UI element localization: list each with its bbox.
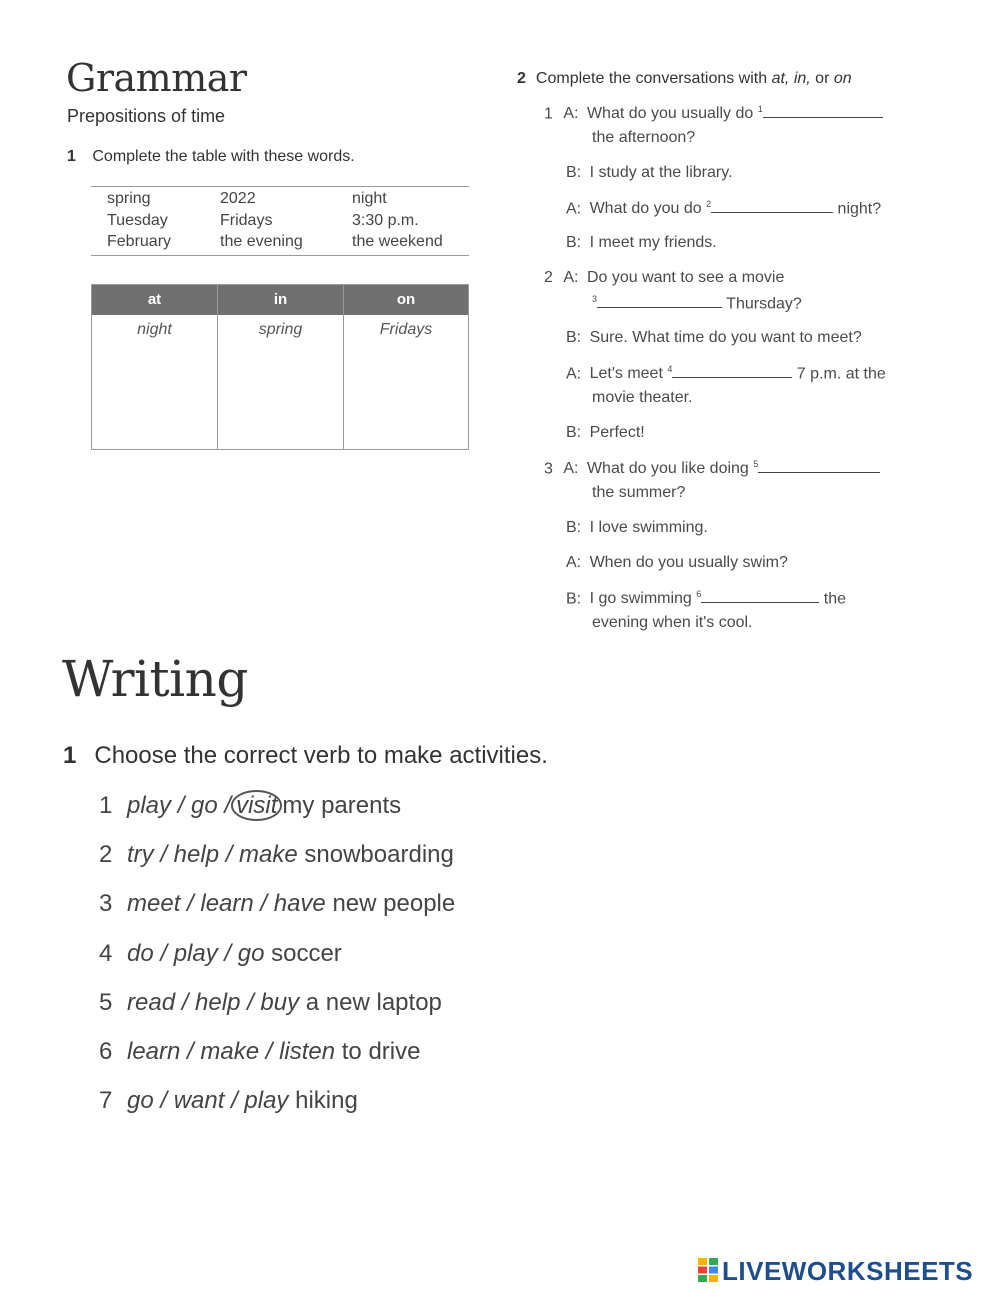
instruction-words: at, in,	[771, 70, 811, 87]
writing-title: Writing	[62, 650, 248, 708]
logo-text: LIVEWORKSHEETS	[722, 1256, 974, 1286]
activity-text: a new laptop	[299, 989, 442, 1016]
table-cell-at[interactable]: night	[137, 321, 172, 338]
conversation-number: 3	[544, 460, 553, 478]
speaker: A:	[563, 269, 579, 286]
line-text-after: night?	[833, 200, 882, 218]
conversation-line	[544, 104, 883, 123]
speaker: A:	[563, 105, 579, 123]
activity-item[interactable]	[99, 890, 455, 918]
conversation-line	[566, 589, 846, 608]
line-text-after: Thursday?	[722, 295, 802, 313]
line-text-after: the	[819, 590, 846, 608]
line-text: Sure. What time do you want to meet?	[589, 329, 862, 346]
line-continuation	[592, 294, 802, 313]
line-text-after: 7 p.m. at the	[792, 365, 886, 383]
line-text: What do you do	[589, 200, 707, 218]
selected-verb[interactable]: visit	[231, 790, 282, 821]
grammar-title: Grammar	[66, 56, 247, 100]
answer-blank-4[interactable]	[672, 364, 792, 378]
blank-number: 6	[696, 589, 702, 599]
activity-text: new people	[325, 890, 456, 917]
activity-text: soccer	[264, 940, 342, 967]
line-text: I study at the library.	[589, 164, 733, 181]
table-cell-on[interactable]: Fridays	[379, 321, 433, 338]
table-cell-in[interactable]: spring	[258, 321, 303, 338]
table-header-on: on	[344, 285, 468, 315]
blank-number: 1	[757, 104, 763, 114]
item-number: 3	[99, 890, 113, 917]
answer-blank-6[interactable]	[701, 589, 819, 603]
item-number: 7	[99, 1087, 113, 1114]
item-number: 1	[99, 792, 113, 819]
line-text: Do you want to see a movie	[586, 269, 785, 286]
exercise-number: 1	[67, 148, 76, 165]
table-header-in: in	[218, 285, 343, 315]
answer-blank-1[interactable]	[763, 104, 883, 118]
item-number: 5	[99, 989, 113, 1016]
line-continuation: evening when it's cool.	[592, 614, 753, 631]
blank-number: 4	[667, 364, 673, 374]
word: the weekend	[352, 233, 443, 250]
speaker: A:	[566, 365, 582, 383]
line-text: Let's meet	[589, 365, 668, 383]
activity-item[interactable]	[99, 1087, 358, 1115]
word: February	[107, 233, 172, 250]
speaker: B:	[566, 590, 582, 608]
instruction-text: Complete the table with these words.	[92, 148, 355, 165]
verb-options[interactable]: play / go /	[127, 792, 232, 819]
word: night	[352, 190, 387, 207]
word: 3:30 p.m.	[352, 212, 419, 229]
line-continuation: the afternoon?	[592, 129, 696, 146]
exercise-number: 2	[517, 70, 526, 87]
exercise-number: 1	[63, 742, 77, 769]
verb-options[interactable]: learn / make / listen	[127, 1038, 336, 1065]
activity-item[interactable]	[99, 841, 454, 869]
grammar-subtitle: Prepositions of time	[67, 106, 226, 126]
conversation-line	[544, 459, 880, 478]
conversation-line	[566, 519, 708, 537]
answer-blank-3[interactable]	[597, 294, 722, 308]
answer-blank-2[interactable]	[711, 199, 833, 213]
conversation-line	[566, 234, 717, 252]
word: 2022	[220, 190, 256, 207]
line-text: I meet my friends.	[589, 234, 717, 251]
speaker: A:	[566, 200, 582, 218]
activity-item[interactable]	[99, 989, 442, 1017]
line-text: I go swimming	[589, 590, 697, 608]
speaker: A:	[566, 554, 582, 571]
writing-exercise1-instruction	[63, 742, 548, 770]
activity-text: to drive	[335, 1038, 421, 1065]
liveworksheets-logo-icon	[698, 1258, 718, 1282]
speaker: B:	[566, 164, 582, 181]
line-text: When do you usually swim?	[589, 554, 788, 571]
activity-item[interactable]	[99, 1038, 420, 1066]
line-text: I love swimming.	[589, 519, 708, 536]
blank-number: 2	[706, 199, 712, 209]
line-text: What do you like doing	[586, 460, 754, 478]
instruction-text: Choose the correct verb to make activities.	[94, 742, 548, 769]
verb-options[interactable]: do / play / go	[127, 940, 265, 967]
verb-options[interactable]: read / help / buy	[127, 989, 300, 1016]
word-box	[91, 186, 469, 256]
conversation-line	[566, 554, 788, 572]
line-text: What do you usually do	[586, 105, 758, 123]
exercise1-instruction	[67, 148, 355, 166]
speaker: A:	[563, 460, 579, 478]
conversation-line	[566, 364, 886, 383]
activity-text: snowboarding	[297, 841, 454, 868]
verb-options[interactable]: meet / learn / have	[127, 890, 326, 917]
activity-text: hiking	[288, 1087, 358, 1114]
line-text: Perfect!	[589, 424, 645, 441]
conversation-line	[566, 199, 881, 218]
speaker: B:	[566, 329, 582, 346]
conversation-line	[566, 329, 862, 347]
speaker: B:	[566, 519, 582, 536]
answer-blank-5[interactable]	[758, 459, 880, 473]
blank-number: 3	[592, 294, 598, 304]
activity-item[interactable]	[99, 940, 342, 968]
speaker: B:	[566, 424, 582, 441]
instruction-last-word: on	[833, 70, 852, 87]
instruction-text: Complete the conversations with	[535, 70, 772, 87]
word: spring	[107, 190, 151, 207]
word: Tuesday	[107, 212, 168, 229]
item-number: 2	[99, 841, 113, 868]
conversation-number: 2	[544, 269, 553, 286]
blank-number: 5	[753, 459, 759, 469]
word: Fridays	[220, 212, 273, 229]
conversation-line	[544, 269, 784, 287]
conversation-line	[566, 164, 732, 182]
line-continuation: movie theater.	[592, 389, 693, 406]
item-number: 6	[99, 1038, 113, 1065]
exercise2-instruction	[517, 70, 852, 88]
activity-text: my parents	[282, 792, 402, 819]
conversation-number: 1	[544, 105, 553, 123]
speaker: B:	[566, 234, 582, 251]
word: the evening	[220, 233, 303, 250]
table-header-at: at	[92, 285, 217, 315]
item-number: 4	[99, 940, 113, 967]
verb-options[interactable]: try / help / make	[127, 841, 298, 868]
line-continuation: the summer?	[592, 484, 686, 501]
activity-item[interactable]	[99, 792, 401, 820]
verb-options[interactable]: go / want / play	[127, 1087, 289, 1114]
conversation-line	[566, 424, 645, 442]
instruction-or: or	[810, 70, 834, 87]
preposition-table	[91, 284, 469, 450]
